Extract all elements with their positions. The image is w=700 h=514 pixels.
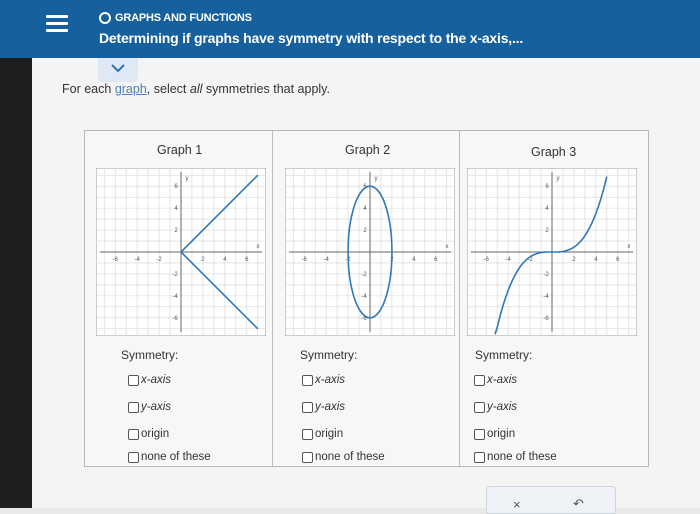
y-tick-label: -2: [361, 271, 367, 278]
page-title: Determining if graphs have symmetry with respect to the x-axis,...: [99, 30, 524, 46]
option-label: x-axis: [487, 374, 518, 386]
graph-link[interactable]: graph: [114, 82, 147, 96]
option-label: none of these: [487, 451, 557, 463]
y-tick-label: 4: [545, 206, 549, 213]
y-tick-label: -2: [172, 271, 178, 278]
y-axis-label: y: [556, 176, 560, 182]
graph-title: Graph 3: [531, 145, 577, 159]
y-tick-label: 6: [174, 184, 178, 191]
instruction-suffix: symmetries that apply.: [202, 82, 330, 96]
y-tick-label: -6: [172, 315, 178, 322]
undo-button[interactable]: ↶: [573, 496, 584, 511]
chevron-down-icon: [110, 62, 126, 74]
checkbox[interactable]: [474, 452, 485, 463]
x-axis-label: x: [627, 244, 631, 250]
option-label: x-axis: [141, 374, 172, 386]
x-axis-label: x: [256, 244, 260, 250]
x-tick-label: 2: [390, 257, 394, 263]
x-tick-label: -4: [323, 257, 329, 263]
y-tick-label: -6: [543, 315, 549, 322]
y-axis-label: y: [374, 176, 378, 182]
x-tick-label: 6: [434, 257, 438, 263]
header-bar: [0, 0, 700, 58]
symmetry-option-y-axis[interactable]: [474, 401, 517, 413]
coordinate-graph: [96, 168, 266, 336]
x-axis-label: x: [445, 244, 449, 250]
symmetry-option-y-axis[interactable]: [128, 401, 171, 413]
y-tick-label: 6: [545, 184, 549, 191]
symmetry-option-origin[interactable]: [474, 428, 515, 440]
column-divider: [272, 130, 273, 466]
coordinate-graph: [467, 168, 637, 336]
symmetry-option-x-axis[interactable]: [128, 374, 171, 386]
x-tick-label: -4: [134, 257, 140, 263]
topic-label: GRAPHS AND FUNCTIONS: [115, 12, 252, 24]
x-tick-label: -6: [301, 257, 307, 263]
column-divider: [459, 130, 460, 466]
x-tick-label: 4: [223, 257, 227, 263]
x-tick-label: -4: [505, 257, 511, 263]
y-tick-label: -4: [361, 293, 367, 300]
x-tick-label: -2: [527, 257, 533, 263]
y-tick-label: 2: [174, 228, 178, 235]
x-tick-label: 6: [245, 257, 249, 263]
instruction-prefix: For each: [62, 82, 115, 96]
instruction-text: [62, 82, 330, 96]
coordinate-graph: [285, 168, 455, 336]
symmetry-option-none-of-these[interactable]: [128, 451, 211, 463]
instruction-middle: , select: [146, 82, 190, 96]
y-tick-label: 2: [363, 228, 367, 235]
topic-status-icon: [99, 12, 111, 24]
y-axis-label: y: [185, 176, 189, 182]
symmetry-label: Symmetry:: [121, 348, 179, 362]
x-tick-label: -6: [483, 257, 489, 263]
y-tick-label: -2: [543, 271, 549, 278]
option-label: none of these: [315, 451, 385, 463]
checkbox[interactable]: [128, 429, 139, 440]
symmetry-option-origin[interactable]: [128, 428, 169, 440]
checkbox[interactable]: [302, 429, 313, 440]
x-tick-label: 6: [616, 257, 620, 263]
checkbox[interactable]: [302, 402, 313, 413]
y-tick-label: -4: [543, 293, 549, 300]
x-tick-label: 2: [572, 257, 576, 263]
checkbox[interactable]: [474, 429, 485, 440]
x-tick-label: 2: [201, 257, 205, 263]
instruction-emphasis: all: [189, 82, 203, 96]
symmetry-option-x-axis[interactable]: [474, 374, 517, 386]
checkbox[interactable]: [302, 375, 313, 386]
x-tick-label: -2: [156, 257, 162, 263]
symmetry-option-none-of-these[interactable]: [474, 451, 557, 463]
graph-title: Graph 2: [345, 143, 391, 157]
menu-icon[interactable]: [46, 15, 68, 35]
symmetry-option-x-axis[interactable]: [302, 374, 345, 386]
option-label: x-axis: [315, 374, 346, 386]
clear-button[interactable]: ×: [513, 497, 521, 512]
collapse-button[interactable]: [98, 58, 138, 82]
symmetry-label: Symmetry:: [475, 348, 533, 362]
y-tick-label: 6: [363, 184, 367, 191]
option-label: y-axis: [141, 401, 172, 413]
symmetry-option-none-of-these[interactable]: [302, 451, 385, 463]
answer-toolbar: [486, 486, 616, 514]
x-tick-label: 4: [594, 257, 598, 263]
x-tick-label: -2: [345, 257, 351, 263]
symmetry-option-origin[interactable]: [302, 428, 343, 440]
option-label: y-axis: [487, 401, 518, 413]
graph-title: Graph 1: [157, 143, 203, 157]
y-tick-label: 2: [545, 228, 549, 235]
x-tick-label: 4: [412, 257, 416, 263]
symmetry-option-y-axis[interactable]: [302, 401, 345, 413]
x-tick-label: -6: [112, 257, 118, 263]
option-label: origin: [315, 428, 344, 440]
y-tick-label: 4: [363, 206, 367, 213]
option-label: origin: [141, 428, 170, 440]
checkbox[interactable]: [474, 402, 485, 413]
y-tick-label: -4: [172, 293, 178, 300]
y-tick-label: 4: [174, 206, 178, 213]
checkbox[interactable]: [128, 402, 139, 413]
checkbox[interactable]: [128, 375, 139, 386]
checkbox[interactable]: [474, 375, 485, 386]
checkbox[interactable]: [302, 452, 313, 463]
checkbox[interactable]: [128, 452, 139, 463]
option-label: y-axis: [315, 401, 346, 413]
option-label: none of these: [141, 451, 211, 463]
symmetry-label: Symmetry:: [300, 348, 358, 362]
y-tick-label: -6: [361, 315, 367, 322]
left-edge: [0, 58, 32, 508]
option-label: origin: [487, 428, 516, 440]
